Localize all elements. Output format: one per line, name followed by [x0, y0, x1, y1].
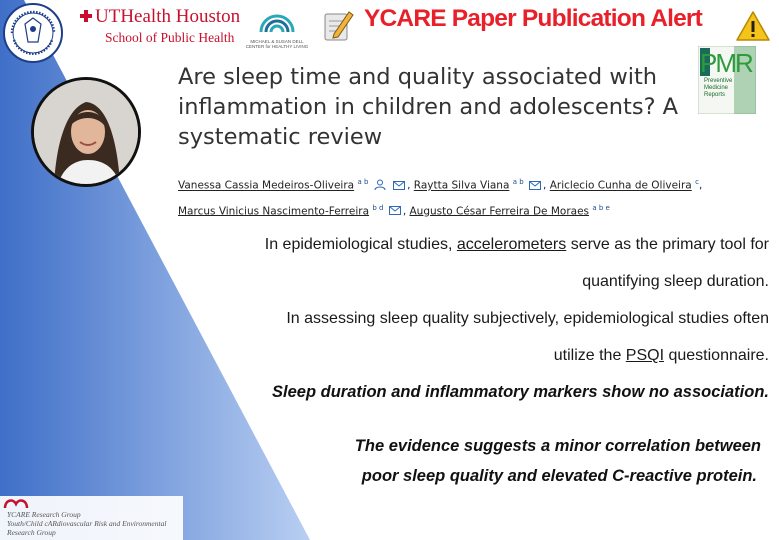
warning-icon [735, 10, 771, 42]
alert-title: YCARE Paper Publication Alert [364, 5, 703, 32]
conclusion-line-2: poor sleep quality and elevated C-reactive protein. [361, 467, 757, 485]
journal-letters: PMR [700, 48, 752, 78]
journal-logo [698, 46, 756, 114]
dell-center-logo [243, 8, 311, 48]
journal-subtitle-2: Medicine [704, 85, 729, 91]
author-affiliation: a b [357, 178, 369, 186]
author-affiliation: a b [512, 178, 524, 186]
psqi-link[interactable]: PSQI [625, 347, 665, 364]
finding-line-2: quantifying sleep duration. [582, 273, 769, 290]
author-photo [31, 77, 141, 187]
author-name[interactable]: Ariclecio Cunha de Oliveira [549, 179, 692, 192]
paper-title: Are sleep time and quality associated with inflammation in children and adolescents? A systematic review [178, 64, 679, 150]
finding-line-3: In assessing sleep quality subjectively, epidemiological studies often [286, 310, 769, 327]
author-affiliation: c [695, 178, 699, 186]
ycare-logo [0, 496, 183, 540]
finding-line-1: In epidemiological studies, accelerometers serve as the primary tool for [264, 236, 769, 253]
uthealth-school: School of Public Health [105, 30, 235, 45]
finding-line-5: Sleep duration and inflammatory markers show no association. [272, 383, 769, 401]
email-icon[interactable] [389, 206, 401, 215]
uthealth-cross-icon [80, 10, 92, 22]
notepad-pencil-icon [322, 8, 354, 42]
dell-center-line1: MICHAEL & SUSAN DELL [250, 39, 304, 44]
person-icon[interactable] [374, 179, 386, 190]
email-icon[interactable] [393, 181, 405, 190]
finding-line-4: utilize the PSQI questionnaire. [553, 347, 769, 364]
author-list: Vanessa Cassia Medeiros-Oliveira $^{a b}$ , Raytta Silva Viana $^{a b}$ , Ariclecio Cunha de Oliveira $^c$, Marcus Vinicius Nascimento-Ferreira $^{b d}$ , Augusto César Ferreira De Moraes $^{a b e}$ [178, 178, 703, 217]
uthealth-name: UTHealth Houston [95, 6, 241, 27]
email-icon[interactable] [529, 181, 541, 190]
author-name[interactable]: Augusto César Ferreira De Moraes [409, 205, 590, 217]
conclusion-line-1: The evidence suggests a minor correlation between [354, 437, 761, 455]
dell-center-line2: CENTER for HEALTHY LIVING [245, 44, 309, 49]
uthealth-logo [80, 6, 240, 46]
ycare-line-1: YCARE Research Group [7, 510, 81, 519]
author-name[interactable]: Marcus Vinicius Nascimento-Ferreira [178, 205, 369, 217]
journal-subtitle-1: Preventive [704, 78, 733, 84]
accelerometers-link[interactable]: accelerometers [456, 236, 567, 253]
author-affiliation: b d [372, 203, 384, 212]
dell-center-arcs-icon [243, 8, 311, 34]
university-seal-logo [2, 2, 64, 64]
author-affiliation: a b e [592, 203, 610, 212]
author-name[interactable]: Vanessa Cassia Medeiros-Oliveira [178, 179, 355, 192]
ycare-line-2: Youth/Child cARdiovascular Risk and Environmental [7, 519, 167, 528]
ycare-line-3: Research Group [7, 528, 56, 537]
journal-subtitle-3: Reports [704, 92, 726, 98]
person-portrait-icon [34, 80, 138, 184]
author-name[interactable]: Raytta Silva Viana [413, 179, 510, 192]
